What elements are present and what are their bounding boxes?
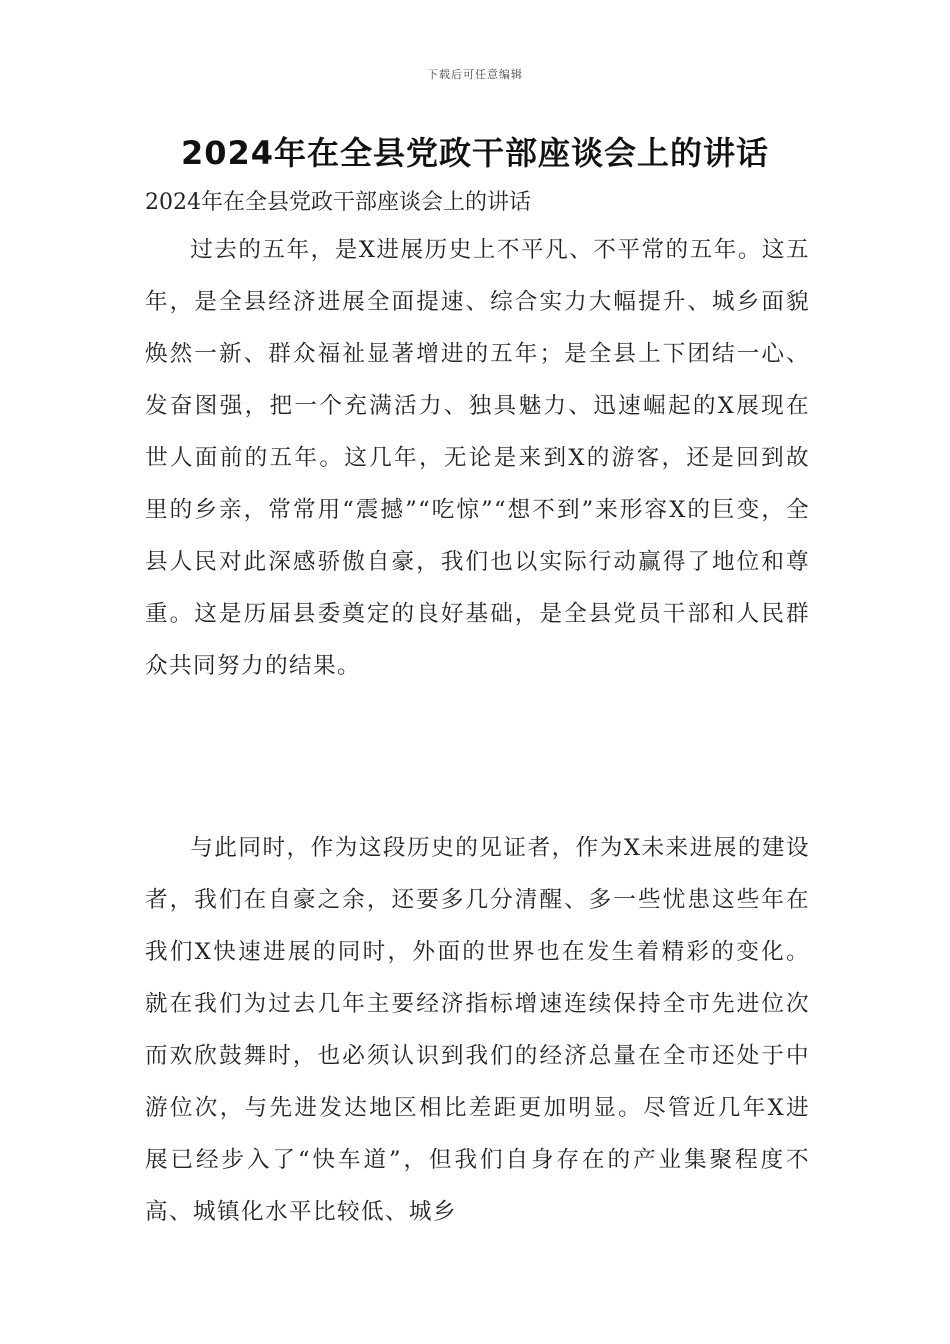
document-subtitle: 2024年在全县党政干部座谈会上的讲话 xyxy=(145,190,531,215)
body-paragraph: 与此同时，作为这段历史的见证者，作为X未来进展的建设者，我们在自豪之余，还要多几分清醒、多一些忧患这些年在我们X快速进展的同时，外面的世界也在发生着精彩的变化。就在我们为过去几年主要经济指标增速连续保持全市先进位次而欢欣鼓舞时，也必须认识到我们的经济总量在全市还处于中游位次，与先进发达地区相比差距更加明显。尽管近几年X进展已经步入了“快车道”，但我们自身存在的产业集聚程度不高、城镇化水平比较低、城乡 xyxy=(145,835,810,1225)
document-title: 2024年在全县党政干部座谈会上的讲话 xyxy=(180,134,770,172)
header-note: 下载后可任意编辑 xyxy=(427,68,523,81)
body-paragraph: 过去的五年，是X进展历史上不平凡、不平常的五年。这五年，是全县经济进展全面提速、综合实力大幅提升、城乡面貌焕然一新、群众福祉显著增进的五年；是全县上下团结一心、发奋图强，把一个充满活力、独具魅力、迅速崛起的X展现在世人面前的五年。这几年，无论是来到X的游客，还是回到故里的乡亲，常常用“震撼”“吃惊”“想不到”来形容X的巨变，全县人民对此深感骄傲自豪，我们也以实际行动赢得了地位和尊重。这是历届县委奠定的良好基础，是全县党员干部和人民群众共同努力的结果。 xyxy=(145,237,810,679)
